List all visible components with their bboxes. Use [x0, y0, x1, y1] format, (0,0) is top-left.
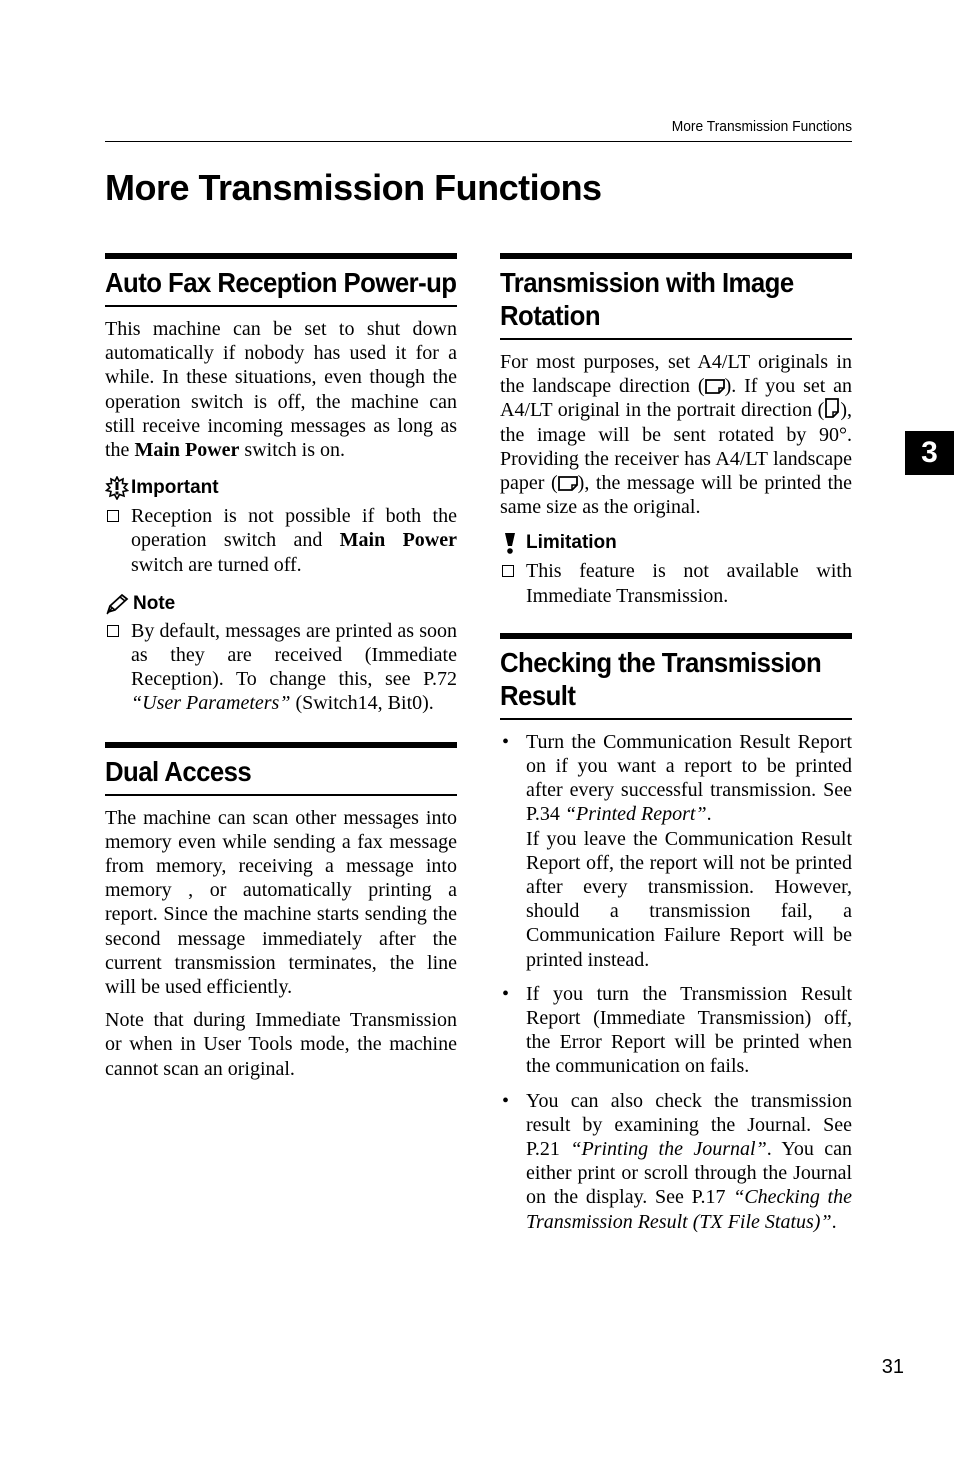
text-run: For most purposes, set A4/LT originals in the landscape direction (: [500, 351, 852, 398]
text-run: switch are turned off.: [131, 553, 302, 576]
landscape-orientation-icon: [705, 378, 725, 394]
text-run: .: [706, 803, 712, 826]
bullet-item: [500, 982, 852, 1079]
limitation-item: [500, 559, 852, 607]
text-run: ), the image will be sent rotated by 90°. Providing the receiver has A4/LT landscape paper (: [500, 399, 852, 495]
section-heading: Transmission with Image Rotation: [500, 267, 794, 331]
text-run: .: [831, 1210, 837, 1233]
key-label: Main Power: [134, 439, 240, 462]
text-run: ). If you set an A4/LT original in the portrait direction (: [500, 375, 853, 422]
landscape-orientation-icon: [558, 475, 578, 491]
text-run: ), the message will be printed the same size as the original.: [500, 472, 853, 519]
header-rule: [105, 141, 852, 142]
text-run: . You can either print or scroll through the Journal on the display. See P.17: [526, 1138, 853, 1209]
section-dual-access: [105, 742, 457, 1081]
section-heading-bar: [500, 253, 852, 340]
right-column: [500, 253, 852, 1258]
cross-reference[interactable]: “Printed Report”: [564, 803, 707, 826]
text-run: By default, messages are printed as soon as they are received (Immediate Reception). To change this, see P.72: [131, 619, 457, 691]
bullet-item: [500, 1089, 852, 1234]
exclamation-icon: [500, 531, 520, 555]
text-run: switch is on.: [239, 439, 345, 462]
paragraph: Note that during Immediate Transmission or when in User Tools mode, the machine cannot scan an original.: [105, 1009, 457, 1080]
left-column: [105, 253, 457, 1105]
section-image-rotation: [500, 253, 852, 608]
text-run: This machine can be set to shut down automatically if nobody has used it for a while. In these situations, even though the operation switch is off, the machine can still receive incoming messages as long as the: [105, 318, 457, 462]
paragraph: The machine can scan other messages into memory even while sending a fax message from memory, receiving a message into memory , or automatically printing a report. Since the machine starts sending the second message immediately after the current transmission terminates, the line will be used efficiently.: [105, 806, 457, 999]
section-checking-result: [500, 633, 852, 1234]
text-run: This feature is not available with Immediate Transmission.: [526, 560, 852, 607]
cross-reference[interactable]: “User Parameters”: [131, 692, 291, 715]
text-run: Reception is not possible if both the operation switch and: [131, 505, 457, 552]
limitation-label: Limitation: [526, 532, 617, 554]
bullet-dot-icon: •: [502, 730, 510, 753]
important-icon: [105, 476, 129, 500]
limitation-heading: [500, 531, 852, 555]
note-item: [105, 619, 457, 716]
section-heading: Auto Fax Reception Power-up: [105, 267, 457, 298]
section-heading: Checking the Transmission Result: [500, 646, 822, 711]
section-heading: Dual Access: [105, 755, 252, 787]
checkbox-bullet-icon: [107, 510, 119, 522]
note-heading: [105, 593, 457, 615]
key-label: Main Power: [339, 529, 457, 552]
cross-reference[interactable]: “Checking the Transmission Result (TX File Status)”: [526, 1186, 852, 1233]
text-run: If you turn the Transmission Result Report (Immediate Transmission) off, the Error Report will be printed when the communication on fails.: [526, 982, 852, 1078]
cross-reference[interactable]: “Printing the Journal”: [570, 1138, 767, 1161]
bullet-dot-icon: •: [502, 982, 510, 1005]
important-item: [105, 504, 457, 577]
note-label: Note: [133, 592, 176, 614]
bullet-dot-icon: •: [502, 1089, 510, 1112]
text-run: Turn the Communication Result Report on if you want a report to be printed after every successful transmission. See P.34: [526, 730, 852, 826]
important-label: Important: [131, 477, 219, 499]
page-number: 31: [881, 1356, 904, 1378]
paragraph: [105, 317, 457, 462]
important-heading: [105, 476, 457, 500]
pencil-icon: [105, 593, 131, 615]
text-run: You can also check the transmission result by examining the Journal. See P.21: [526, 1089, 852, 1161]
page-title: More Transmission Functions: [105, 167, 602, 208]
text-run: (Switch14, Bit0).: [290, 692, 434, 715]
section-heading-bar: [105, 742, 457, 796]
checkbox-bullet-icon: [107, 625, 119, 637]
checkbox-bullet-icon: [502, 565, 514, 577]
section-auto-fax: [105, 253, 457, 716]
section-heading-bar: [500, 633, 852, 720]
running-head: More Transmission Functions: [671, 118, 852, 135]
bullet-subparagraph: If you leave the Communication Result Report off, the report will not be printed after every transmission. However, should a transmission fail, a Communication Failure Report will be printed instead.: [526, 827, 852, 971]
bullet-item: [500, 730, 852, 972]
paragraph: [500, 350, 852, 519]
portrait-orientation-icon: [824, 398, 840, 418]
chapter-tab: 3: [905, 431, 954, 475]
section-heading-bar: [105, 253, 457, 307]
